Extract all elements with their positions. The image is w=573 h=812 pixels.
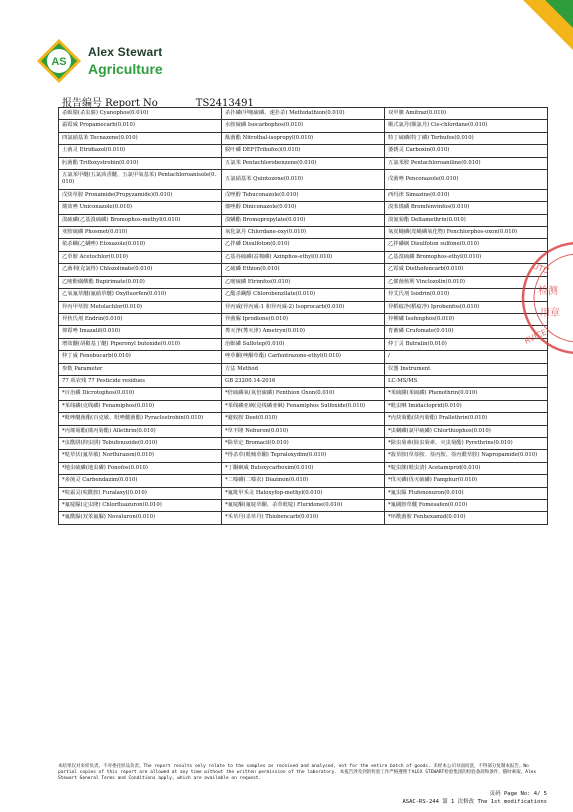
table-cell: *除草定 Bromacil(0.010) bbox=[222, 437, 385, 449]
table-cell: 77 项农残 77 Pesticide residues bbox=[59, 375, 222, 387]
table-cell: 乙硫磷 Ethion(0.010) bbox=[222, 264, 385, 276]
table-cell: 乙烯菌核利 Vinclozolin(0.010) bbox=[385, 276, 548, 288]
table-cell: 依杀螨(乙螨唑) Etoxazole(0.010) bbox=[59, 239, 222, 251]
document-code: ASAC-RS-244 第 1 次修改 The 1st modifications bbox=[402, 799, 547, 805]
table-cell: *呋霜灵(呋酰胺) Furalaxyl(0.010) bbox=[59, 487, 222, 499]
table-cell: *虫酰肼(抑虫肼) Tebufenozide(0.010) bbox=[59, 437, 222, 449]
table-cell: *伐灭磷(伐灭硫磷) Famphur(0.010) bbox=[385, 475, 548, 487]
table-cell: 乙基溴硫磷 Bromophos-ethyl(0.010) bbox=[385, 251, 548, 263]
table-cell: 五氯苯 Pentachlorobenzene(0.010) bbox=[222, 157, 385, 169]
table-cell: *氟啶酮(氟啶草酮、杀草吡啶) Fluridone(0.010) bbox=[222, 500, 385, 512]
table-cell: 乙酯杀螨醇 Chlorobenzilate(0.010) bbox=[222, 289, 385, 301]
table-cell: GB 23200.14-2016 bbox=[222, 375, 385, 387]
table-row bbox=[59, 500, 548, 512]
table-cell: 溴苯烯磷 Bromfenvinfos(0.010) bbox=[385, 202, 548, 214]
table-row bbox=[59, 512, 548, 524]
table-cell: 亚胺硫磷 Phosmet(0.010) bbox=[59, 227, 222, 239]
table-cell: 仲丁威 Fenobucarb(0.010) bbox=[59, 351, 222, 363]
table-cell: *吡唑醚菌酯(百克敏、吡唑醚菌酯) Pyraclostrobin(0.010) bbox=[59, 413, 222, 425]
report-number: TS2413491 bbox=[195, 98, 254, 109]
table-cell: 乙氧氟草醚(氟硝草醚) Oxyfluorfen(0.010) bbox=[59, 289, 222, 301]
table-cell: *丙烯菊酯(烯丙菊酯) Allethrin(0.010) bbox=[59, 425, 222, 437]
footer-disclaimer: 本结果仅对来样负责。不对委托样品负责。The report results only relate to the samples as received and analysed, not for the entire batch of goods. 未经本公司书面同意，不得部分复制本报告。No partial copies of this report are allowed at any time without the written permission of the laboratory. 本报告涉及到的检验工作严格遵照于ALEX STEWART检验集团的检验条款和条件，随时索取。Alex Stewart General Terms and Conditions apply, which are available on request. bbox=[58, 764, 537, 781]
table-cell: *地虫硫磷(地虫磷) Fonofos(0.010) bbox=[59, 462, 222, 474]
table-cell: *氟吡甲禾灵 Haloxyfop-methyl(0.010) bbox=[222, 487, 385, 499]
table-cell: *吡虫啉 Imidacloprid(0.010) bbox=[385, 400, 548, 412]
table-cell: *百治磷 Dicrotophos(0.010) bbox=[59, 388, 222, 400]
table-cell: 异丙威(异丙威-1 和异丙威-2) Isoprocarb(0.010) bbox=[222, 301, 385, 313]
table-cell: *苯线磷亚砜(克线磷亚砜) Fenamiphos Sulfoxide(0.010) bbox=[222, 400, 385, 412]
table-cell: *二嗪磷(二嗪农) Diazinon(0.010) bbox=[222, 475, 385, 487]
table-cell: 乙霉威 Diethofencarb(0.010) bbox=[385, 264, 548, 276]
table-row bbox=[59, 170, 548, 190]
report-number-label: 报告编号 Report No bbox=[62, 98, 158, 109]
table-row bbox=[59, 388, 548, 400]
table-cell: 莠灭净(莠灭津) Ametryn(0.010) bbox=[222, 326, 385, 338]
table-row bbox=[59, 437, 548, 449]
company-seal-stamp bbox=[518, 228, 573, 368]
header bbox=[0, 0, 573, 109]
page-info bbox=[402, 790, 547, 806]
table-row bbox=[59, 239, 548, 251]
table-cell: 育畜磷 Crufomate(0.010) bbox=[385, 326, 548, 338]
table-cell: 增效醚(胡椒基丁醚) Piperonyl butoxide(0.010) bbox=[59, 338, 222, 350]
table-cell: 异丙甲草胺 Metolachlor(0.010) bbox=[59, 301, 222, 313]
table-row bbox=[59, 301, 548, 313]
table-cell: *虫螨磷(氯甲硫磷) Chlorthiophos(0.010) bbox=[385, 425, 548, 437]
table-row bbox=[59, 313, 548, 325]
table-cell: *禾草丹(杀草丹) Thiobencarb(0.010) bbox=[222, 512, 385, 524]
table-row bbox=[59, 338, 548, 350]
table-row bbox=[59, 202, 548, 214]
table-cell: 四氯硝基苯 Tecnazene(0.010) bbox=[59, 132, 222, 144]
table-cell: *除虫菊素(除虫菊素、灭虫菊酯) Pyrethrins(0.010) bbox=[385, 437, 548, 449]
table-row bbox=[59, 487, 548, 499]
table-row bbox=[59, 351, 548, 363]
table-row bbox=[59, 132, 548, 144]
table-cell: 治螟磷 Sulfotep(0.010) bbox=[222, 338, 385, 350]
table-cell: 戊唑醇 Tebuconazole(0.010) bbox=[222, 189, 385, 201]
table-cell: 乙拌磷砜 Disulfoton sulfone(0.010) bbox=[385, 239, 548, 251]
table-cell: 溴氰菊酯 Deltamethrin(0.010) bbox=[385, 214, 548, 226]
brand-subtitle: Agriculture bbox=[88, 61, 163, 77]
table-cell: 异艾氏剂 Isodrin(0.010) bbox=[385, 289, 548, 301]
table-cell: 杀螟腈(杀虫腈) Cyanophos(0.010) bbox=[59, 108, 222, 120]
table-cell: / bbox=[385, 351, 548, 363]
table-row bbox=[59, 145, 548, 157]
table-cell: 仲丁灵 Butralin(0.010) bbox=[385, 338, 548, 350]
table-cell: 肟菌酯 Trifloxystrobin(0.010) bbox=[59, 157, 222, 169]
table-cell: 乙拌磷 Disulfoton(0.010) bbox=[222, 239, 385, 251]
table-row bbox=[59, 108, 548, 120]
table-cell: 霜霉威 Propamocarb(0.010) bbox=[59, 120, 222, 132]
table-cell: 杀扑磷(甲噻硫磷、速扑杀) Methidathion(0.010) bbox=[222, 108, 385, 120]
svg-text:检测: 检测 bbox=[538, 286, 558, 297]
table-cell: 烯唑醇 Diniconazole(0.010) bbox=[222, 202, 385, 214]
table-cell: 参数 Parameter bbox=[59, 363, 222, 375]
table-row bbox=[59, 462, 548, 474]
table-cell: *避蚊胺 Deet(0.010) bbox=[222, 413, 385, 425]
svg-text:AS: AS bbox=[51, 56, 67, 68]
alex-stewart-logo bbox=[36, 38, 82, 84]
table-cell: *多菌灵 Carbendazim(0.010) bbox=[59, 475, 222, 487]
table-row bbox=[59, 227, 548, 239]
table-cell: *哒草伏(氟草敏) Norflurazon(0.010) bbox=[59, 450, 222, 462]
table-row bbox=[59, 264, 548, 276]
table-cell: 脱叶磷 DEF(Tribufos)(0.010) bbox=[222, 145, 385, 157]
table-cell: *氟磺胺草醚 Fomesafen(0.010) bbox=[385, 500, 548, 512]
table-cell: 戊炔草胺 Pronamide(Propyzamide)(0.010) bbox=[59, 189, 222, 201]
table-cell: *氟虫脲 Flufenoxuron(0.010) bbox=[385, 487, 548, 499]
table-cell: *氟啶脲(定虫隆) Chlorfluazuron(0.010) bbox=[59, 500, 222, 512]
table-cell: 异稻瘟净(稻瘟净) Iprobenfos(0.010) bbox=[385, 301, 548, 313]
table-cell: *倍硫磷氧(氧倍硫磷) Fenthion Oxon(0.010) bbox=[222, 388, 385, 400]
table-row bbox=[59, 189, 548, 201]
table-cell: 水胺硫磷 Isocarbophos(0.010) bbox=[222, 120, 385, 132]
table-cell: 仪器 Instrument bbox=[385, 363, 548, 375]
table-cell: 特丁硫磷(特丁磷) Terbufos(0.010) bbox=[385, 132, 548, 144]
table-row bbox=[59, 450, 548, 462]
table-cell: 五氯苯甲醚(五氯茴香醚、五氯甲氧基苯) Pentachloroanisole(0.010) bbox=[59, 170, 222, 190]
table-cell: 溴硫磷(乙基溴硫磷) Bromophos-methyl(0.010) bbox=[59, 214, 222, 226]
table-cell: *苯线磷(克线磷) Fenamiphos(0.010) bbox=[59, 400, 222, 412]
table-row bbox=[59, 251, 548, 263]
table-cell: 乙嘧硫磷 Etrimfos(0.010) bbox=[222, 276, 385, 288]
brand-name: Alex Stewart bbox=[88, 45, 163, 59]
table-cell: 乙草胺 Acetochlor(0.010) bbox=[59, 251, 222, 263]
table-row bbox=[59, 425, 548, 437]
table-cell: 氧皮蝇磷(皮蝇磷氧化物) Fenchlorphos-oxon(0.010) bbox=[385, 227, 548, 239]
table-cell: *丙炔菊酯(炔丙菊酯) Prallethrin(0.010) bbox=[385, 413, 548, 425]
table-cell: 方法 Method bbox=[222, 363, 385, 375]
table-cell: 乙嘧酚磺酸酯 Bupirimate(0.010) bbox=[59, 276, 222, 288]
table-cell: 乙菌利(克氯得) Chlozolinate(0.010) bbox=[59, 264, 222, 276]
table-cell: 乙基谷硫磷(益棉磷) Azinphos-ethyl(0.010) bbox=[222, 251, 385, 263]
svg-text:UTU: UTU bbox=[531, 261, 551, 276]
table-row bbox=[59, 157, 548, 169]
table-cell: 异狄氏剂 Endrin(0.010) bbox=[59, 313, 222, 325]
table-cell: *得杀草(吡喃草酮) Tepraloxydim(0.010) bbox=[222, 450, 385, 462]
table-cell: 萎锈灵 Carboxin(0.010) bbox=[385, 145, 548, 157]
table-cell: 异菌脲 Iprodione(0.010) bbox=[222, 313, 385, 325]
table-cell: LC-MS/MS bbox=[385, 375, 548, 387]
table-cell: 西玛津 Simazine(0.010) bbox=[385, 189, 548, 201]
table-cell: *敌草胺(草萘胺、萘丙胺、萘丙酰草胺) Napropamide(0.010) bbox=[385, 450, 548, 462]
page-number: 页码 Page No: 4/ 5 bbox=[489, 791, 547, 797]
table-row bbox=[59, 363, 548, 375]
table-cell: 双甲脒 Amitraz(0.010) bbox=[385, 108, 548, 120]
table-cell: *草不隆 Neburon(0.010) bbox=[222, 425, 385, 437]
table-cell: *苯硫膦(苯硫磷) Phenothrin(0.010) bbox=[385, 388, 548, 400]
table-cell: 戊菌唑 Penconazole(0.010) bbox=[385, 170, 548, 190]
table-row bbox=[59, 475, 548, 487]
table-row bbox=[59, 289, 548, 301]
table-row bbox=[59, 276, 548, 288]
table-cell: *环酰菌胺 Fenhexamid(0.010) bbox=[385, 512, 548, 524]
table-cell: 氧化氯丹 Chlordane-oxy(0.010) bbox=[222, 227, 385, 239]
table-row bbox=[59, 120, 548, 132]
table-cell: 五氯硝基苯 Quintozene(0.010) bbox=[222, 170, 385, 190]
svg-text:RVICE: RVICE bbox=[523, 327, 549, 346]
table-row bbox=[59, 375, 548, 387]
table-cell: *啶虫脒(吡虫清) Acetamiprid(0.010) bbox=[385, 462, 548, 474]
table-cell: 溴螨酯 Bromopropylate(0.010) bbox=[222, 214, 385, 226]
svg-text:用章: 用章 bbox=[540, 308, 560, 319]
table-cell: 顺式氯丹(顺氯丹) Cis-chlordane(0.010) bbox=[385, 120, 548, 132]
table-cell: 酞菌酯 Nitrothal-isopropyl(0.010) bbox=[222, 132, 385, 144]
table-cell: 异柳磷 Isofenphos(0.010) bbox=[385, 313, 548, 325]
table-row bbox=[59, 214, 548, 226]
table-cell: *丁酮砜威 Butoxycarboxim(0.010) bbox=[222, 462, 385, 474]
table-cell: 土菌灵 Etridiazol(0.010) bbox=[59, 145, 222, 157]
table-cell: *氟酰脲(双苯氟脲) Novaluron(0.010) bbox=[59, 512, 222, 524]
table-row bbox=[59, 326, 548, 338]
table-cell: 烯效唑 Uniconazole(0.010) bbox=[59, 202, 222, 214]
corner-decoration bbox=[483, 0, 573, 70]
table-cell: 五氯苯胺 Pentachloroaniline(0.010) bbox=[385, 157, 548, 169]
table-cell: 抑霉唑 Imazalil(0.010) bbox=[59, 326, 222, 338]
table-row bbox=[59, 400, 548, 412]
table-row bbox=[59, 413, 548, 425]
table-cell: 唑草酮(唑酮草酯) Carfentrazone-ethyl(0.010) bbox=[222, 351, 385, 363]
